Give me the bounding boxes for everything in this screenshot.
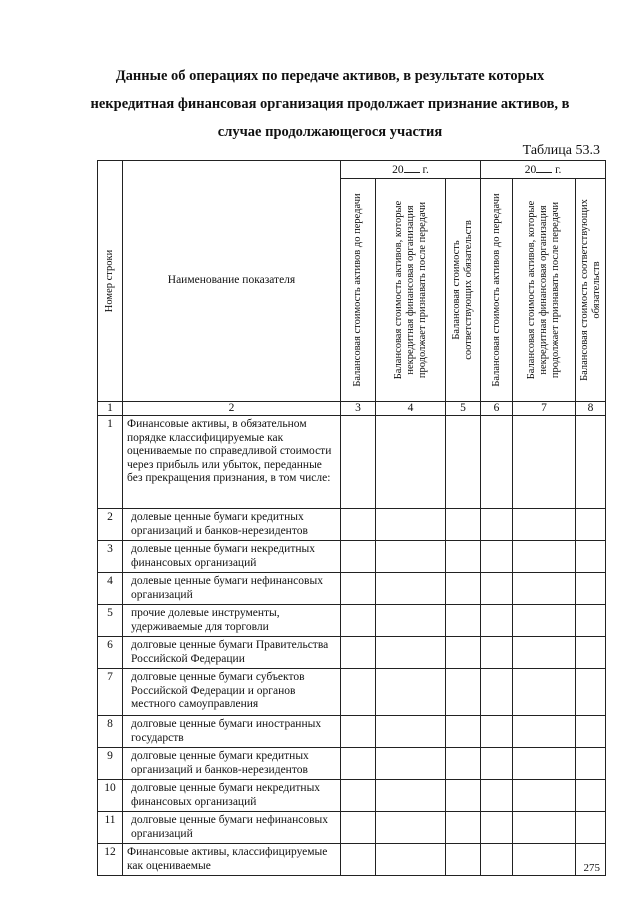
header-col-6: Балансовая стоимость активов до передачи xyxy=(481,178,513,401)
table-row: 5 прочие долевые инструменты, удерживаемые для торговли xyxy=(98,605,606,637)
table-row: 12 Финансовые активы, классифицируемые как оцениваемые xyxy=(98,844,606,876)
table-row: 9 долговые ценные бумаги кредитных организаций и банков-нерезидентов xyxy=(98,748,606,780)
title-line-1: Данные об операциях по передаче активов, в результате которых xyxy=(115,68,545,84)
table-row: 10 долговые ценные бумаги некредитных финансовых организаций xyxy=(98,780,606,812)
document-title xyxy=(60,62,600,146)
header-year-1: 20 г. xyxy=(341,161,481,179)
col-number: 2 xyxy=(123,401,341,416)
header-indicator-name: Наименование показателя xyxy=(123,161,341,402)
title-line-2: некредитная финансовая организация продолжает признание активов, в xyxy=(90,96,570,112)
header-col-7: Балансовая стоимость активов, которые некредитная финансовая организация продолжает признавать после передачи xyxy=(513,178,576,401)
header-col-4: Балансовая стоимость активов, которые некредитная финансовая организация продолжает признавать после передачи xyxy=(376,178,446,401)
col-number: 8 xyxy=(576,401,606,416)
table-row: 2 долевые ценные бумаги кредитных организаций и банков-нерезидентов xyxy=(98,509,606,541)
header-col-3: Балансовая стоимость активов до передачи xyxy=(341,178,376,401)
header-col-8: Балансовая стоимость соответствующих обязательств xyxy=(576,178,606,401)
table-row: 8 долговые ценные бумаги иностранных государств xyxy=(98,716,606,748)
col-number: 1 xyxy=(98,401,123,416)
title-line-3: случае продолжающегося участия xyxy=(217,124,443,140)
table-label: Таблица 53.3 xyxy=(522,143,600,158)
header-col-5: Балансовая стоимость соответствующих обязательств xyxy=(446,178,481,401)
header-year-2: 20 г. xyxy=(481,161,606,179)
table-row: 6 долговые ценные бумаги Правительства Российской Федерации xyxy=(98,637,606,669)
table-row: 1 Финансовые активы, в обязательном порядке классифицируемые как оцениваемые по справедливой стоимости через прибыль или убыток, переданные без прекращения признания, в том числе: xyxy=(98,416,606,509)
table-row: 11 долговые ценные бумаги нефинансовых организаций xyxy=(98,812,606,844)
col-number: 5 xyxy=(446,401,481,416)
col-number: 6 xyxy=(481,401,513,416)
col-number: 7 xyxy=(513,401,576,416)
col-number: 3 xyxy=(341,401,376,416)
table-row: 3 долевые ценные бумаги некредитных финансовых организаций xyxy=(98,541,606,573)
header-row-number: Номер строки xyxy=(98,161,123,402)
column-number-row xyxy=(98,401,606,416)
data-table xyxy=(97,160,606,876)
col-number: 4 xyxy=(376,401,446,416)
page-number: 275 xyxy=(583,862,600,874)
table-row: 7 долговые ценные бумаги субъектов Российской Федерации и органов местного самоуправления xyxy=(98,669,606,716)
table-row: 4 долевые ценные бумаги нефинансовых организаций xyxy=(98,573,606,605)
